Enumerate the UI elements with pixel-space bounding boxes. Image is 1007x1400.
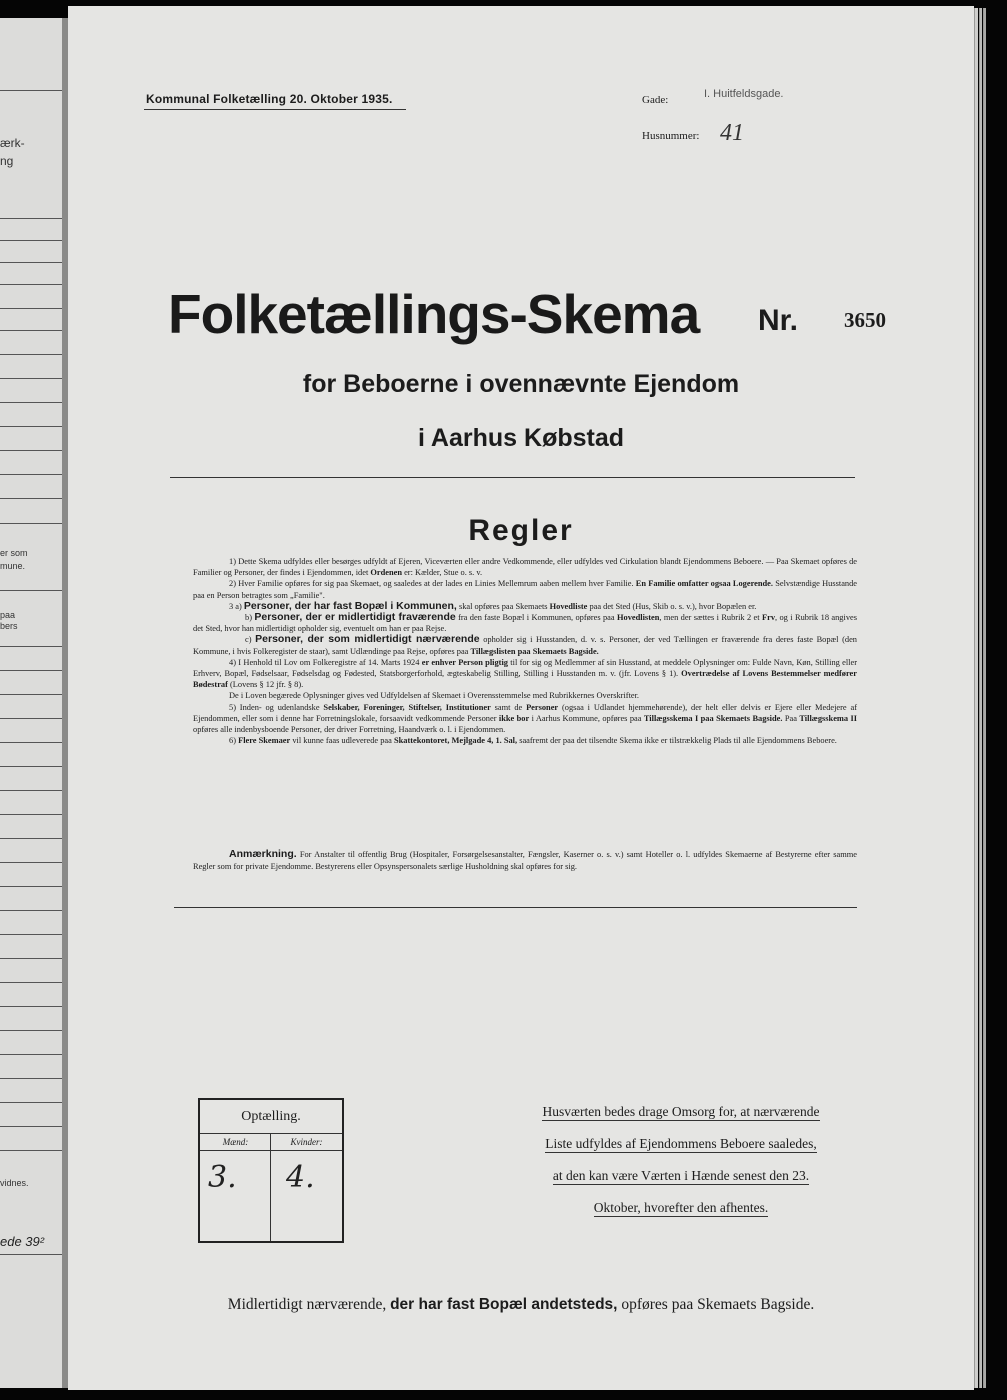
rule-3c: c) Personer, der som midlertidigt nærværende opholder sig i Husstanden, d. v. s. Personer, der ved Tællingen er fraværende fra deres faste Bopæl (den Kommune, i hvis Folkeregister de staar), samt Udlændinge paa Rejse, opføres paa Tillægslisten paa Skemaets Bagside. bbox=[193, 633, 857, 656]
left-rule bbox=[0, 1150, 62, 1151]
left-rule bbox=[0, 590, 62, 591]
left-rule bbox=[0, 958, 62, 959]
house-number-label: Husnummer: bbox=[642, 130, 700, 142]
street-value: I. Huitfeldsgade. bbox=[704, 88, 784, 100]
left-rule bbox=[0, 1254, 62, 1255]
men-label: Mænd: bbox=[222, 1137, 249, 1147]
form-title: Folketællings-Skema bbox=[168, 283, 700, 345]
women-label: Kvinder: bbox=[290, 1137, 323, 1147]
left-fragment-text: mune. bbox=[0, 561, 26, 571]
rule-4-continued: De i Loven begærede Oplysninger gives ved Udfyldelsen af Skemaet i Overensstemmelse med Rubrikkernes Overskrifter. bbox=[229, 691, 640, 701]
left-handwriting: ede 39² bbox=[0, 1234, 45, 1249]
left-fragment-text: bers bbox=[0, 621, 18, 631]
rule-4: 4) I Henhold til Lov om Folkeregistre af 14. Marts 1924 er enhver Person pligtig til for sig og Medlemmer af sin Husstand, at meddele Oplysninger om: Fulde Navn, Køn, Stilling eller Erhverv, Bopæl, Fødselsaar, Fødselsdag og Fødested, Statsborgerforhold, ægteskabelig Stilling, Stilling i Husstanden m. v. (jfr. Lovens § 1). Overtrædelse af Lovens Bestemmelser medfører Bødestraf (Lovens § 12 jfr. § 8). bbox=[193, 657, 858, 690]
left-rule bbox=[0, 934, 62, 935]
notice-line: at den kan være Værten i Hænde senest den 23. bbox=[552, 1168, 810, 1183]
left-fragment-text: er som bbox=[0, 548, 28, 558]
left-fragment-text: vidnes. bbox=[0, 1178, 29, 1188]
remark bbox=[193, 849, 857, 872]
remark-label: Anmærkning. bbox=[229, 848, 297, 860]
form-nr-label: Nr. bbox=[758, 304, 799, 337]
form-subtitle-1: for Beboerne i ovennævnte Ejendom bbox=[302, 370, 740, 398]
left-rule bbox=[0, 354, 62, 355]
left-rule bbox=[0, 862, 62, 863]
page-edge bbox=[979, 8, 982, 1388]
left-rule bbox=[0, 426, 62, 427]
footer-note: Midlertidigt nærværende, der har fast Bopæl andetsteds, opføres paa Skemaets Bagside. bbox=[227, 1296, 815, 1313]
left-rule bbox=[0, 90, 62, 91]
divider-bottom bbox=[174, 907, 857, 908]
left-page-fragment bbox=[0, 18, 62, 1388]
notice-line: Oktober, hvorefter den afhentes. bbox=[593, 1200, 769, 1215]
rule-3b: b) Personer, der er midlertidigt fraværende fra den faste Bopæl i Kommunen, opføres paa Hovedlisten, men der sættes i Rubrik 2 et Frv, og i Rubrik 18 angives det Sted, hvor han midlertidigt opholder sig, eventuelt om han er paa Rejse. bbox=[193, 611, 857, 634]
census-title-underline bbox=[144, 109, 406, 110]
page-edge bbox=[974, 8, 978, 1388]
left-rule bbox=[0, 1054, 62, 1055]
street-label: Gade: bbox=[642, 94, 669, 106]
census-title: Kommunal Folketælling 20. Oktober 1935. bbox=[146, 92, 393, 106]
left-rule bbox=[0, 402, 62, 403]
left-rule bbox=[0, 330, 62, 331]
left-rule bbox=[0, 378, 62, 379]
left-rule bbox=[0, 910, 62, 911]
left-rule bbox=[0, 523, 62, 524]
left-rule bbox=[0, 1078, 62, 1079]
left-rule bbox=[0, 982, 62, 983]
women-count: 4. bbox=[286, 1160, 315, 1195]
left-rule bbox=[0, 474, 62, 475]
rule-6: 6) Flere Skemaer vil kunne faas udleverede paa Skattekontoret, Mejlgade 4, 1. Sal, saafremt der paa det tilsendte Skema ikke er tilstrækkelig Plads til alle Ejendommens Beboere. bbox=[229, 736, 837, 746]
form-number: 3650 bbox=[844, 308, 886, 332]
census-form-page bbox=[68, 6, 974, 1390]
left-rule bbox=[0, 694, 62, 695]
left-rule bbox=[0, 814, 62, 815]
left-rule bbox=[0, 218, 62, 219]
left-rule bbox=[0, 1126, 62, 1127]
left-rule bbox=[0, 262, 62, 263]
left-rule bbox=[0, 718, 62, 719]
left-rule bbox=[0, 498, 62, 499]
count-box-columns bbox=[200, 1134, 342, 1151]
rule-5: 5) Inden- og udenlandske Selskaber, Foreninger, Stiftelser, Institutioner samt de Personer (ogsaa i Udlandet hjemmehørende), der helt eller delvis er Ejere eller Medejere af Ejendommen, eller som i denne har Forretningslokale, forsaavidt vedkommende Personer ikke bor i Aarhus Kommune, opføres paa Tillægsskema I paa Skemaets Bagside. Paa Tillægsskema II opføres alle indenbysboende Personer, der driver Forretning, Haandværk o. l. i Ejendommen. bbox=[193, 702, 858, 735]
rule-1: 1) Dette Skema udfyldes eller besørges udfyldt af Ejeren, Viceværten eller andre Vedkommende, eller udfyldes ved Cirkulation blandt Ejendommens Beboere. — Paa Skemaet opføres de Familier og Personer, der findes i Ejendommen, idet Ordenen er: Kælder, Stue o. s. v. bbox=[193, 557, 857, 578]
notice-line: Husværten bedes drage Omsorg for, at nærværende bbox=[542, 1104, 820, 1119]
left-fragment-text: paa bbox=[0, 610, 16, 620]
left-rule bbox=[0, 1102, 62, 1103]
left-rule bbox=[0, 838, 62, 839]
left-rule bbox=[0, 284, 62, 285]
count-box bbox=[198, 1098, 344, 1243]
left-fragment-text: ærk- bbox=[0, 136, 25, 150]
left-rule bbox=[0, 766, 62, 767]
left-rule bbox=[0, 308, 62, 309]
left-rule bbox=[0, 742, 62, 743]
left-rule bbox=[0, 886, 62, 887]
notice-line: Liste udfyldes af Ejendommens Beboere saaledes, bbox=[545, 1136, 817, 1151]
page-edge bbox=[983, 8, 986, 1388]
left-rule bbox=[0, 1030, 62, 1031]
house-number-value: 41 bbox=[720, 120, 744, 146]
form-subtitle-2: i Aarhus Købstad bbox=[417, 424, 625, 452]
left-rule bbox=[0, 240, 62, 241]
count-box-title: Optælling. bbox=[200, 1100, 342, 1134]
divider-top bbox=[170, 477, 855, 478]
left-rule bbox=[0, 450, 62, 451]
rules-text bbox=[193, 556, 857, 746]
left-fragment-text: ng bbox=[0, 154, 14, 168]
rule-3a: 3 a) Personer, der har fast Bopæl i Kommunen, skal opføres paa Skemaets Hovedliste paa det Sted (Hus, Skib o. s. v.), hvor Bopælen er. bbox=[229, 599, 757, 612]
rules-heading: Regler bbox=[468, 514, 574, 547]
rule-2: 2) Hver Familie opføres for sig paa Skemaet, og saaledes at der lades en Linies Mellemrum aaben mellem hver Familie. En Familie omfatter ogsaa Logerende. Selvstændige Husstande paa en Person betragtes som „Familie". bbox=[193, 579, 858, 600]
count-box-divider bbox=[270, 1134, 271, 1241]
left-rule bbox=[0, 1006, 62, 1007]
landlord-notice bbox=[500, 1100, 862, 1228]
men-count: 3. bbox=[208, 1160, 237, 1195]
left-rule bbox=[0, 790, 62, 791]
left-rule bbox=[0, 670, 62, 671]
left-rule bbox=[0, 646, 62, 647]
remark-text: For Anstalter til offentlig Brug (Hospitaler, Forsørgelsesanstalter, Fængsler, Kaserner o. s. v.) samt Hoteller o. l. udfyldes Skemaerne af Bestyrerne efter samme Regler som for private Ejendomme. Bestyrerens eller Opsynspersonalets særlige Husholdning skal opføres for sig. bbox=[193, 850, 857, 871]
